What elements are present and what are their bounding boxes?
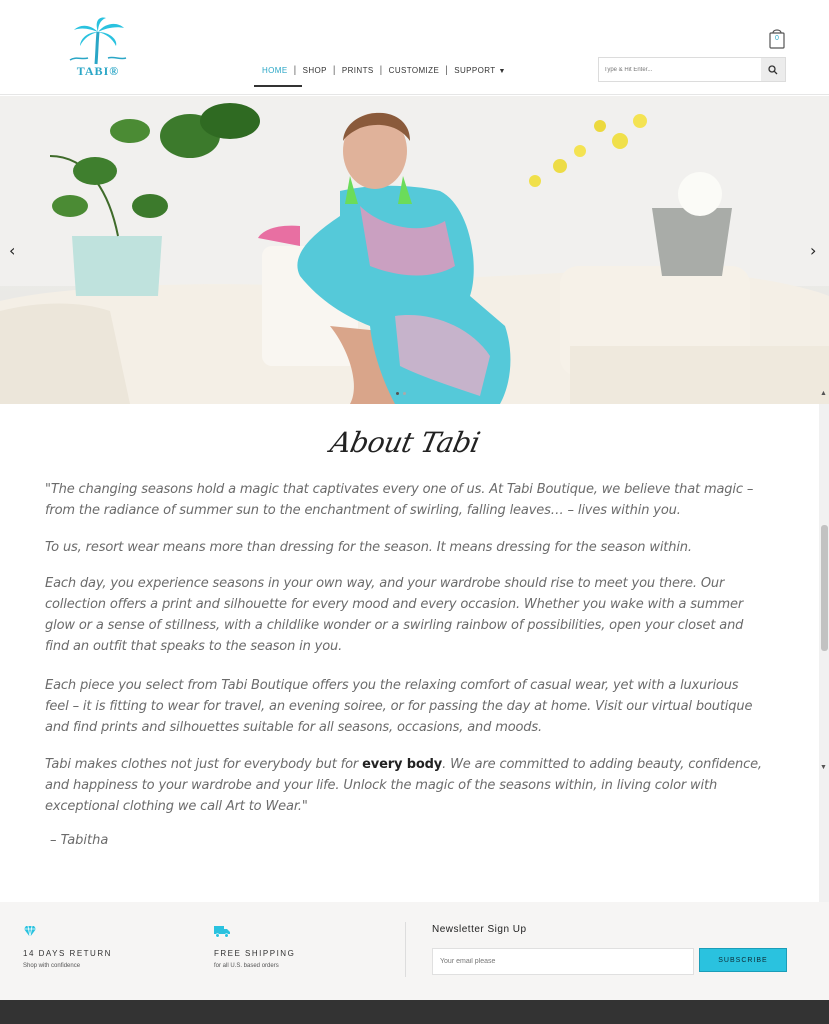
nav-prints[interactable]: PRINTS [341,65,374,75]
subscribe-button[interactable]: SUBSCRIBE [699,948,787,972]
nav-shop[interactable]: SHOP [302,65,327,75]
slider-dot[interactable] [403,392,406,395]
footer-features [0,902,829,1002]
scrollbar-thumb[interactable] [821,525,828,651]
nav-separator: | [293,64,297,76]
scroll-down-arrow-icon[interactable]: ▼ [820,764,827,771]
newsletter-title: Newsletter Sign Up [432,924,527,935]
search-input[interactable] [599,58,761,81]
hero-slider [0,96,829,404]
about-paragraph: Each day, you experience seasons in your own way, and your wardrobe should rise to meet you there. Our collection offers a print and silhouette for every mood and every occasion. Whether you wake with a summer glow or a sense of stillness, with a childlike wonder or a swirling rainbow of possibilities, open your closet and find an outfit that speaks to the season in you. [45,576,744,654]
nav-separator: | [379,64,383,76]
feature-returns [23,924,112,969]
slider-prev-button[interactable]: ‹ [9,241,16,260]
feature-title: FREE SHIPPING [214,949,296,958]
nav-separator: | [445,64,449,76]
nav-customize[interactable]: CUSTOMIZE [388,65,440,75]
divider [405,922,406,977]
scroll-up-arrow-icon[interactable]: ▲ [820,390,827,397]
slider-dots [396,392,406,395]
search-icon [768,65,778,75]
chevron-down-icon: ▼ [498,67,506,75]
nav-home[interactable]: HOME [256,66,294,75]
slider-next-button[interactable]: › [810,241,817,260]
cart-count: 0 [775,35,779,42]
about-emphasis: every body [362,757,443,772]
about-paragraph-end: . We are committed to adding beauty, confidence, and happiness to your wardrobe and your life. Unlock the magic of the seasons within, in living color with exceptional clothing we call Art to Wear." [45,757,762,814]
about-paragraph: "The changing seasons hold a magic that captivates every one of us. At Tabi Boutique, we believe that magic – from the radiance of summer sun to the enchantment of swirling, falling leaves… – lives within you. [45,482,754,518]
hero-image [0,96,829,404]
feature-subtitle: for all U.S. based orders [214,963,279,969]
truck-icon [214,924,230,938]
about-paragraph-last [45,754,765,817]
nav-support[interactable] [448,66,512,75]
main-nav [256,60,512,80]
feature-title: 14 DAYS RETURN [23,949,112,958]
signature: – Tabitha [50,833,109,848]
about-paragraph: Each piece you select from Tabi Boutique offers you the relaxing comfort of casual wear, yet with a luxurious feel – it is fitting to wear for travel, an evening soiree, or for passing the day at home. Visit our virtual boutique and find prints and silhouettes suitable for all seasons, occasions, and moods. [45,678,753,735]
tabi-logo[interactable] [56,16,140,84]
logo-text: TABI® [76,64,120,78]
feature-shipping [214,924,295,969]
about-heading [0,426,810,459]
search-button[interactable] [761,58,785,81]
scrollbar-track[interactable] [819,404,829,902]
diamond-icon [23,924,37,938]
palm-tree-icon [56,16,140,66]
cart-button[interactable] [768,27,786,49]
about-paragraph: To us, resort wear means more than dressing for the season. It means dressing for the season within. [45,540,692,555]
about-heading-text: About Tabi [327,426,483,459]
search-bar [598,57,786,82]
nav-separator: | [332,64,336,76]
about-paragraph-start: Tabi makes clothes not just for everybody but for [45,757,363,772]
slider-dot[interactable] [396,392,399,395]
feature-subtitle: Shop with confidence [23,963,81,969]
newsletter-email-input[interactable] [432,948,694,975]
site-header [0,0,829,95]
footer-bar [0,1000,829,1024]
nav-support-label: SUPPORT [454,65,496,75]
